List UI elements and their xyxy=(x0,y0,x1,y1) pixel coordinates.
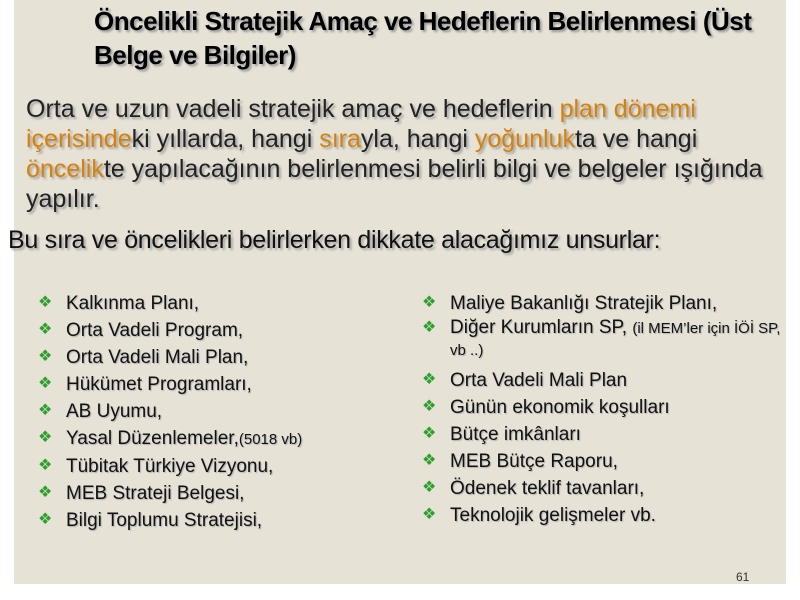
list-item xyxy=(38,398,398,425)
diamond-bullet-icon: ❖ xyxy=(38,429,53,446)
list-item-text: Yasal Düzenlemeler, xyxy=(66,428,239,449)
list-item xyxy=(38,507,398,534)
diamond-bullet-icon: ❖ xyxy=(422,398,437,415)
left-bullet-list xyxy=(38,290,398,534)
diamond-bullet-icon: ❖ xyxy=(38,402,53,419)
title-line-2: Belge ve Bilgiler) xyxy=(94,40,296,70)
diamond-bullet-icon: ❖ xyxy=(422,294,437,311)
list-item-text: Ödenek teklif tavanları, xyxy=(450,478,645,499)
list-item xyxy=(422,317,782,367)
list-item xyxy=(38,344,398,371)
highlight-sira: sıra xyxy=(319,125,361,153)
diamond-bullet-icon: ❖ xyxy=(422,479,437,496)
list-item xyxy=(422,290,782,317)
diamond-bullet-icon: ❖ xyxy=(38,484,53,501)
diamond-bullet-icon: ❖ xyxy=(38,457,53,474)
list-item xyxy=(422,448,782,475)
diamond-bullet-icon: ❖ xyxy=(38,348,53,365)
paragraph-text-2: ki yıllarda, hangi xyxy=(131,125,320,153)
diamond-bullet-icon: ❖ xyxy=(422,506,437,523)
intro-paragraph xyxy=(26,94,786,214)
highlight-plan-donemi: plan dönemi içerisinde xyxy=(26,95,696,153)
list-item-text: Hükümet Programları, xyxy=(66,374,252,395)
list-item-text: AB Uyumu, xyxy=(66,401,163,422)
list-item xyxy=(38,290,398,317)
list-item-text: Bilgi Toplumu Stratejisi, xyxy=(66,510,263,531)
list-item-text: MEB Strateji Belgesi, xyxy=(66,483,245,504)
list-item-text: MEB Bütçe Raporu, xyxy=(450,451,618,472)
list-item xyxy=(422,502,782,529)
paragraph-text-5: te yapılacağının belirlenmesi belirli bilgi ve belgeler ışığında yapılır. xyxy=(26,155,763,213)
list-item-text: Diğer Kurumların SP, xyxy=(450,317,633,338)
highlight-oncelik: öncelik xyxy=(26,155,104,183)
list-item xyxy=(422,367,782,394)
diamond-bullet-icon: ❖ xyxy=(38,511,53,528)
list-item-text: Orta Vadeli Program, xyxy=(66,320,244,341)
diamond-bullet-icon: ❖ xyxy=(422,425,437,442)
paragraph-text-3: yla, hangi xyxy=(360,125,475,153)
list-item-text: Maliye Bakanlığı Stratejik Planı, xyxy=(450,293,718,314)
highlight-yogunluk: yoğunluk xyxy=(474,125,575,153)
list-item-note: (5018 vb) xyxy=(238,431,303,448)
page-number: 61 xyxy=(736,570,750,584)
list-item xyxy=(38,317,398,344)
list-item xyxy=(38,453,398,480)
list-item-text: Teknolojik gelişmeler vb. xyxy=(450,505,656,526)
diamond-bullet-icon: ❖ xyxy=(38,375,53,392)
slide-title xyxy=(94,4,794,72)
list-item xyxy=(38,480,398,507)
list-item xyxy=(38,371,398,398)
list-item-text: Kalkınma Planı, xyxy=(66,293,200,314)
diamond-bullet-icon: ❖ xyxy=(422,319,437,336)
diamond-bullet-icon: ❖ xyxy=(38,294,53,311)
list-item-text: Tübitak Türkiye Vizyonu, xyxy=(66,456,274,477)
diamond-bullet-icon: ❖ xyxy=(422,452,437,469)
list-item-note: (il MEM’ler için İÖİ SP, vb ..) xyxy=(450,320,781,359)
paragraph-text-1: Orta ve uzun vadeli stratejik amaç ve hedeflerin xyxy=(26,95,560,123)
list-item-text: Bütçe imkânları xyxy=(450,424,581,445)
list-subheading: Bu sıra ve öncelikleri belirlerken dikkate alacağımız unsurlar: xyxy=(8,226,661,254)
list-item-text: Orta Vadeli Mali Plan, xyxy=(66,347,249,368)
list-item xyxy=(422,421,782,448)
list-item-text: Günün ekonomik koşulları xyxy=(450,397,670,418)
paragraph-text-4: ta ve hangi xyxy=(574,125,698,153)
list-item xyxy=(422,475,782,502)
list-item-text: Orta Vadeli Mali Plan xyxy=(450,370,628,391)
list-item xyxy=(422,394,782,421)
title-line-1: Öncelikli Stratejik Amaç ve Hedeflerin Belirlenmesi (Üst xyxy=(94,6,752,36)
list-item xyxy=(38,425,398,453)
diamond-bullet-icon: ❖ xyxy=(422,371,437,388)
diamond-bullet-icon: ❖ xyxy=(38,321,53,338)
right-bullet-list xyxy=(422,290,782,529)
